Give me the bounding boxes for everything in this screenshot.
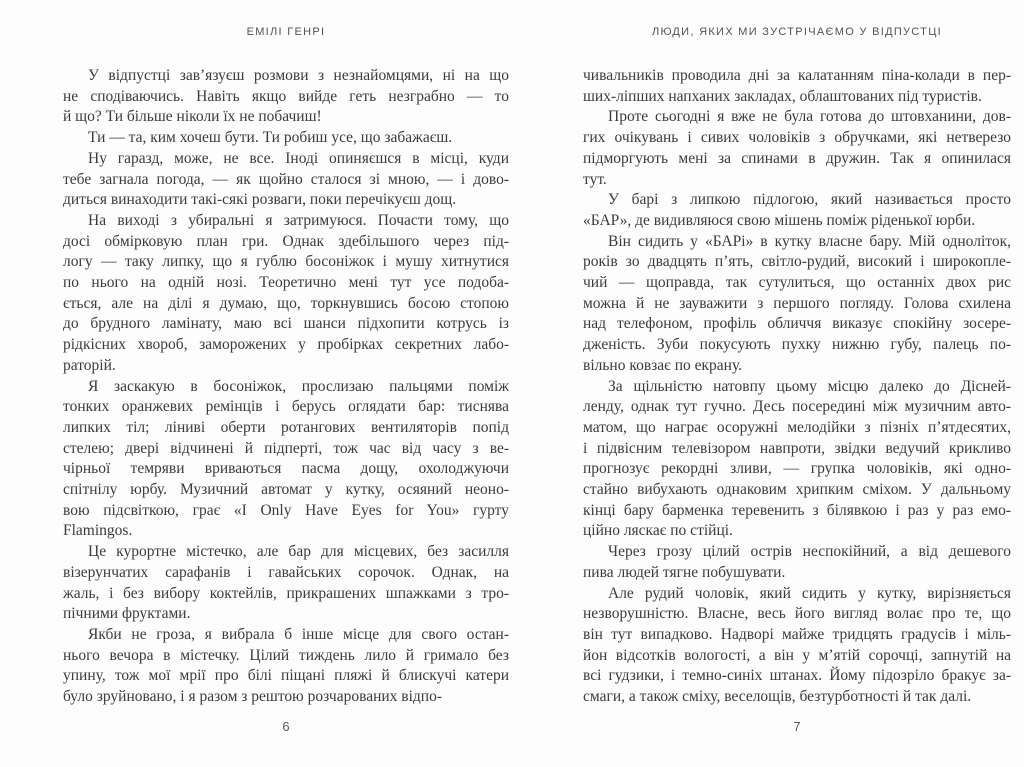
page-number: 6 [282,719,290,734]
text-line: він тут випадково. Надворі майже тридцять градусів і міль- [583,625,1011,643]
right-page [583,0,1011,767]
text-line: вою підсвіткою, грає «I Only Have Eyes for You» гурту [63,501,509,519]
text-line: Але рудий чоловік, який сидить у кутку, вирізняється [608,584,1011,602]
text-line: Flamingos. [63,522,133,540]
text-line: ється, але на ділі я думаю, що, торкнувшись босою стопою [63,294,509,312]
text-line: тебе загнала погода, — як щойно сталося зі мною, — і дово- [63,170,509,188]
text-line: смаги, а також сміху, веселощів, безтурботності й так далі. [583,688,972,706]
right-page-text [583,66,1011,708]
text-line: й що? Ти більше ніколи їх не побачиш! [63,108,322,126]
text-line: Це курортне містечко, але бар для місцевих, без засилля [88,543,509,561]
text-line: упину, тож мої мрії про білі піщані пляжі й блискучі катери [63,667,509,685]
text-line: рідкісних хвороб, заморожених у пробірках секретних лабо- [63,336,509,354]
text-line: досі обмірковую план гри. Однак здебільшого через під- [63,232,509,250]
text-line: Він сидить у «БАРі» в кутку власне бару. Мій одноліток, [608,232,1011,250]
text-line: диться винаходити такі-сякі розваги, поки перечікуєш дощ. [63,191,457,209]
text-line: дженість. Зуби покусують пухку нижню губу, палець по- [583,336,1011,354]
text-line: У відпустці зав’язуєш розмови з незнайомцями, ні на що [88,67,509,84]
text-line: Якби не гроза, я вибрала б інше місце для свого остан- [88,625,509,643]
text-line: чірньої темряви вриваються пасма дощу, охолоджуючи [63,460,509,478]
text-line: можна й не зауважити з першого погляду. Голова схилена [583,294,1011,312]
text-line: візерунчатих сарафанів і гавайських сорочок. Однак, на [63,563,509,581]
text-line: йон відсотків вологості, а він у м’ятій сорочці, запнутій на [583,646,1011,664]
text-line: пічними фруктами. [63,605,191,623]
running-header-title: ЛЮДИ, ЯКИХ МИ ЗУСТРІЧАЄМО У ВІДПУСТЦІ [651,26,942,38]
text-line: Проте сьогодні я вже не була готова до штовханини, дов- [608,108,1011,126]
text-line: спітнілу юрбу. Музичний автомат у кутку, осяяний неоно- [63,481,509,499]
text-line: було зруйновано, і я разом з рештою розчарованих відпо- [63,688,443,706]
text-line: і підвісним телевізором навпроти, звідки ведучий крикливо [583,439,1011,457]
text-line: чивальників проводила дні за калатанням піна-колади в пер- [583,67,1011,84]
text-line: стайно вибухають однаковим хрипким сміхом. У дальньому [583,481,1011,499]
text-line: не сподіваючись. Навіть якщо вийде геть незграбно — то [63,87,509,105]
text-line: ленду, однак тут гучно. Десь посередині між музичним авто- [583,398,1011,416]
text-line: За щільністю натовпу цьому місцю далеко до Дісней- [608,377,1011,395]
text-line: липких тіл; ліниві оберти ротангових вентиляторів попід [63,418,509,436]
text-line: нього вечора в містечку. Цілий тиждень лило й гримало без [63,646,509,664]
text-line: Через грозу цілий острів неспокійний, а від дешевого [608,543,1011,561]
text-line: по нього на одній нозі. Теоретично мені тут усе подоба- [63,274,509,292]
text-line: років зо двадцять п’ять, світло-рудий, високий і широкопле- [583,253,1011,271]
text-line: Ну гаразд, може, не все. Іноді опиняєшся в місці, куди [88,149,509,167]
left-page [63,0,509,767]
text-line: підморгують мені за спинами в дружин. Так я опинилася [583,149,1011,167]
text-line: логу — таку липку, що я гублю босоніжок і мушу хитнутися [63,253,509,271]
text-line: стелею; двері відчинені й підперті, тож час від часу з ве- [63,439,509,457]
text-line: На виході з убиральні я затримуюся. Почасти тому, що [88,211,509,229]
text-line: до брудного ламінату, маю всі шанси підхопити котрусь із [63,315,509,333]
text-line: Ти — та, ким хочеш бути. Ти робиш усе, що забажаєш. [88,129,453,147]
text-line: гих очікувань і сивих чоловіків з обручками, які нетверезо [583,129,1011,147]
text-line: У барі з липкою підлогою, який називається просто [608,191,1011,209]
text-line: кінці бару барменка теревенить з білявкою і раз у раз емо- [583,501,1011,519]
text-line: вільно ковзає по екрану. [583,356,743,374]
text-line: жаль, і без вибору коктейлів, прикрашених шпажками з тро- [63,584,509,602]
text-line: тонких оранжевих ремінців і берусь оглядати бар: тиснява [63,398,509,416]
text-line: всі гудзики, і темно-синіх штанах. Йому підозріло бракує за- [583,667,1011,685]
left-page-text [63,66,509,708]
text-line: пива людей тягне побушувати. [583,563,786,581]
text-line: незворушністю. Власне, весь його вигляд волає про те, що [583,605,1011,623]
text-line: Я заскакую в босоніжок, прослизаю пальцями поміж [88,377,509,395]
text-line: матом, що награє осоружні мелодійки з пізніх п’ятдесятих, [583,418,1011,436]
page-number: 7 [793,719,801,734]
text-line: чий — щоправда, так сутулиться, що останніх двох рис [583,274,1011,292]
text-line: «БАР», де видивляюся свою мішень поміж ріденької юрби. [583,211,976,229]
running-header-author: ЕМІЛІ ГЕНРІ [246,26,326,38]
text-line: прогнозує рекордні зливи, — групка чоловіків, які одно- [583,460,1011,478]
text-line: раторій. [63,356,116,374]
text-line: ційно ляскає по стійці. [583,522,733,540]
text-line: над телефоном, профіль обличчя виказує спокійну зосере- [583,315,1011,333]
text-line: ших-ліпших напханих закладах, облаштованих під туристів. [583,87,982,105]
text-line: тут. [583,170,607,188]
